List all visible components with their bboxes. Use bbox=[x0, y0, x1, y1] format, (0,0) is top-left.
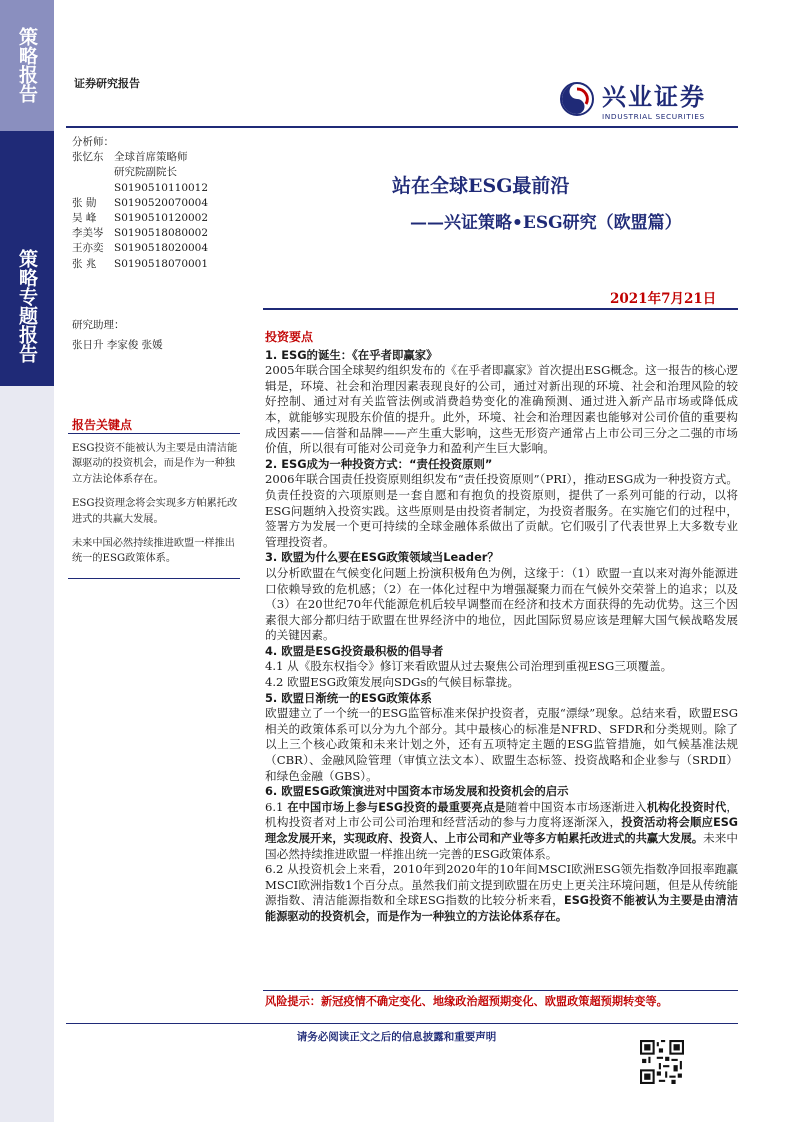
analyst-value: S0190518070001 bbox=[114, 257, 209, 270]
date-divider bbox=[263, 308, 738, 310]
point-paragraph: 4.1 从《股东权指令》修订来看欧盟从过去聚焦公司治理到重视ESG三项覆盖。 bbox=[265, 659, 673, 674]
point-paragraph: 4.2 欧盟ESG政策发展向SDGs的气候目标靠拢。 bbox=[265, 675, 520, 690]
analyst-list bbox=[72, 135, 242, 272]
risk-warning: 风险提示：新冠疫情不确定变化、地缘政治超预期变化、欧盟政策超预期转变等。 bbox=[265, 995, 668, 1008]
assistant-names: 张日升 李家俊 张媛 bbox=[72, 339, 163, 352]
analyst-value: 全球首席策略师 bbox=[114, 151, 188, 164]
analyst-row bbox=[72, 196, 242, 211]
point-paragraph-6-1 bbox=[265, 800, 738, 862]
point-paragraph: 2005年联合国全球契约组织发布的《在乎者即赢家》首次提出ESG概念。这一报告的核心逻辑是，环境、社会和治理因素表现良好的公司，通过对新出现的环境、社会和治理风险的较好控制、通过对有关监管法例或消费趋势变化的准确预测、通过进入新产品市场或降低成本，就能够实现股东价值的提升。此外，环境、社会和治理因素也能够对公司价值的重要构成因素——信誉和品牌——产生重大影响，这些无形资产通常占上市公司三分之二强的市场价值，所以很有可能对公司竞争力和盈利产生巨大影响。 bbox=[265, 363, 738, 456]
analyst-row bbox=[72, 150, 242, 165]
section-heading: 投资要点 bbox=[265, 330, 314, 344]
point-paragraph: 2006年联合国责任投资原则组织发布“责任投资原则”（PRI），推动ESG成为一种投资方式。负责任投资的六项原则是一套自愿和有抱负的投资原则，提供了一系列可能的行动，以将ESG问题纳入投资实践。这些原则是由投资者制定，为投资者服务。在实施它们的过程中，签署方为发展一个更可持续的全球金融体系做出了贡献。它们吸引了代表世界上大多数专业管理投资者。 bbox=[265, 472, 738, 549]
analyst-row bbox=[72, 181, 242, 196]
header-divider bbox=[66, 126, 738, 128]
analyst-row bbox=[72, 165, 242, 180]
key-point-item: ESG投资不能被认为主要是由清洁能源驱动的投资机会，而是作为一种独立方法论体系存在。 bbox=[72, 443, 238, 485]
analyst-label: 分析师： bbox=[72, 136, 114, 148]
side-strip bbox=[0, 0, 54, 1122]
analyst-row bbox=[72, 257, 242, 272]
report-type-label: 证券研究报告 bbox=[74, 77, 140, 90]
analyst-name: 张忆东 bbox=[72, 151, 104, 164]
text-run-bold: ESG投资不能被认为主要是由清洁能源驱动的投资机会，而是作为一种独立的方法论体系存在。 bbox=[265, 894, 739, 923]
analyst-name bbox=[72, 165, 114, 180]
text-run: ，机构投资者对上市公司公司治理和经营活动的参与力度将逐渐深入， bbox=[265, 799, 738, 830]
point-heading: 2. ESG成为一种投资方式：“责任投资原则” bbox=[265, 456, 493, 471]
key-points-list bbox=[72, 441, 242, 576]
analyst-name bbox=[72, 181, 114, 196]
analyst-value: S0190518080002 bbox=[114, 227, 209, 240]
logo-mark-icon bbox=[560, 82, 594, 116]
report-subtitle: ——兴证策略•ESG研究（欧盟篇） bbox=[410, 213, 682, 233]
point-paragraph: 以分析欧盟在气候变化问题上扮演积极角色为例，这缘于：（1）欧盟一直以来对海外能源进口依赖导致的危机感；（2）在一体化过程中为增强凝聚力而在气候外交荣誉上的追求；以及（3）在20世纪70年代能源危机后较早调整而在经济和技术方面获得的先动优势。这三个因素很大部分都归结于欧盟在世界经济中的地位，因此国际贸易应该是理解大国气候战略发展的关键因素。 bbox=[265, 565, 738, 643]
analyst-name: 吴 峰 bbox=[72, 212, 97, 225]
point-paragraph: 欧盟建立了一个统一的ESG监管标准来保护投资者，克服“漂绿”现象。总结来看，欧盟ESG相关的政策体系可以分为九个部分。其中最核心的标准是NFRD、SFDR和分类规则。除了以上三个核心政策和未来计划之外，还有五项特定主题的ESG监管措施，如气候基准法规（CBR）、金融风险管理（审慎立法文本）、欧盟生态标签、投资战略和企业参与（SRDⅡ）和绿色金融（GBS）。 bbox=[265, 706, 738, 783]
report-title: 站在全球ESG最前沿 bbox=[392, 175, 570, 197]
point-paragraph-6-2 bbox=[265, 862, 738, 924]
analyst-name: 王亦奕 bbox=[72, 242, 104, 255]
qr-code-icon bbox=[640, 1040, 684, 1084]
analyst-name: 张 兆 bbox=[72, 257, 97, 270]
text-run-bold: 机构化投资时代 bbox=[646, 800, 727, 814]
side-label-strategy-report: 策略报告 bbox=[16, 27, 38, 103]
assistant-label: 研究助理： bbox=[72, 319, 125, 331]
main-body bbox=[265, 330, 738, 925]
point-heading: 6. 欧盟ESG政策演进对中国资本市场发展和投资机会的启示 bbox=[265, 784, 569, 799]
point-heading: 4. 欧盟是ESG投资最积极的倡导者 bbox=[265, 643, 444, 658]
analyst-value: S0190518020004 bbox=[114, 242, 209, 255]
text-run: 6.2 从投资机会上来看，2010年到2020年的10年间MSCI欧洲ESG领先指数净回报率跑赢MSCI欧洲指数1个百分点。虽然我们前文提到欧盟在历史上更关注环境问题，但是从传统能源指数、清洁能源指数和全球ESG指数的比较分析来看， bbox=[265, 862, 738, 908]
text-run: 未来中国必然持续推进欧盟一样推出统一完善的ESG政策体系。 bbox=[265, 831, 738, 861]
bottom-divider bbox=[66, 1023, 738, 1024]
key-points-bottom-divider bbox=[68, 578, 240, 579]
text-run-bold: 在中国市场上参与ESG投资的最重要亮点是 bbox=[287, 800, 506, 814]
assistant-block bbox=[72, 318, 242, 353]
text-run: 随着中国资本市场逐渐进入 bbox=[505, 799, 647, 814]
text-run-bold: 投资活动将会顺应ESG理念发展开来，实现政府、投资人、上市公司和产业等多方帕累托改进式的共赢大发展。 bbox=[265, 816, 738, 845]
key-point-item: ESG投资理念将会实现多方帕累托改进式的共赢大发展。 bbox=[72, 498, 238, 525]
report-date: 2021年7月21日 bbox=[610, 291, 717, 307]
logo-text-en: INDUSTRIAL SECURITIES bbox=[602, 112, 705, 121]
point-heading: 3. 欧盟为什么要在ESG政策领域当Leader？ bbox=[265, 550, 499, 565]
analyst-name: 李美岑 bbox=[72, 227, 104, 240]
side-strip-low bbox=[0, 386, 54, 1122]
analyst-value: S0190510120002 bbox=[114, 212, 209, 225]
analyst-value: S0190520070004 bbox=[114, 196, 209, 209]
analyst-row bbox=[72, 226, 242, 241]
key-points-title: 报告关键点 bbox=[72, 418, 133, 432]
disclaimer-footer: 请务必阅读正文之后的信息披露和重要声明 bbox=[296, 1031, 497, 1043]
text-run: 6.1 bbox=[265, 799, 288, 814]
key-point-item: 未来中国必然持续推进欧盟一样推出统一的ESG政策体系。 bbox=[72, 538, 235, 565]
logo-text-cn: 兴业证券 bbox=[602, 83, 706, 111]
analyst-name: 张 勋 bbox=[72, 196, 97, 209]
analyst-row bbox=[72, 241, 242, 256]
side-label-topic-report: 策略专题报告 bbox=[16, 249, 38, 363]
point-heading: 5. 欧盟日渐统一的ESG政策体系 bbox=[265, 690, 432, 705]
point-heading: 1. ESG的诞生：《在乎者即赢家》 bbox=[265, 347, 438, 362]
analyst-value: 研究院副院长 bbox=[114, 166, 177, 179]
risk-divider bbox=[263, 990, 738, 991]
company-logo bbox=[560, 82, 740, 126]
analyst-value: S0190510110012 bbox=[114, 181, 209, 194]
key-points-divider bbox=[68, 433, 240, 434]
analyst-row bbox=[72, 211, 242, 226]
